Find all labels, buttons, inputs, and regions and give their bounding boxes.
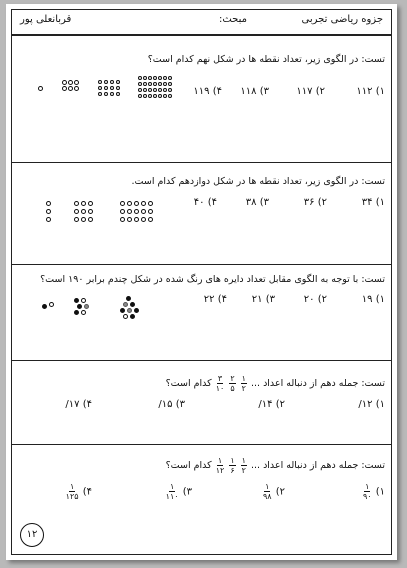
topic-label: مبحث: — [218, 14, 247, 25]
pattern-dot — [163, 82, 167, 86]
pattern-dot — [130, 314, 135, 319]
q5-fraction-3: ۱ ۱۲ — [215, 456, 225, 475]
author-name: قربانعلی پور — [20, 14, 72, 25]
page-number: ۱۲ — [20, 523, 44, 547]
pattern-dot — [74, 310, 79, 315]
q5-option-1: ۱) ۱ ۹۰ — [362, 482, 385, 501]
pattern-dot — [84, 304, 89, 309]
q5-fraction-2: ۱ ۶ — [230, 456, 235, 475]
pattern-dot — [148, 94, 152, 98]
pattern-dot — [163, 76, 167, 80]
q1-option-2: ۲) ۱۱۷ — [296, 86, 325, 97]
pattern-dot — [81, 310, 86, 315]
pattern-dot — [77, 304, 82, 309]
pattern-dot — [81, 298, 86, 303]
pattern-dot — [74, 80, 79, 85]
divider-1 — [11, 162, 392, 163]
pattern-dot — [74, 86, 79, 91]
pattern-dot — [141, 201, 146, 206]
pattern-dot — [88, 201, 93, 206]
pattern-dot — [138, 94, 142, 98]
q3-option-2: ۲) ۲۰ — [303, 294, 327, 305]
pattern-dot — [148, 82, 152, 86]
pattern-dot — [158, 76, 162, 80]
pattern-dot — [158, 88, 162, 92]
pattern-dot — [123, 314, 128, 319]
pattern-dot — [148, 209, 153, 214]
question-5-tail: کدام است؟ — [165, 460, 212, 471]
q4-option-1: ۱) ۱۲/ — [358, 399, 385, 410]
divider-3 — [11, 360, 392, 361]
pattern-dot — [81, 201, 86, 206]
worksheet-title: جزوه ریاضی تجربی — [301, 14, 383, 25]
q5-option-4: ۴) ۱ ۱۲۵ — [65, 482, 92, 501]
pattern-dot — [46, 217, 51, 222]
pattern-dot — [138, 76, 142, 80]
pattern-dot — [138, 88, 142, 92]
pattern-dot — [98, 86, 102, 90]
pattern-dot — [134, 201, 139, 206]
question-4-prefix: تست: جمله دهم از دنباله اعداد ... — [250, 378, 385, 389]
q4-option-4: ۴) ۱۷/ — [65, 399, 92, 410]
q2-option-2: ۲) ۳۶ — [303, 197, 327, 208]
pattern-dot — [148, 217, 153, 222]
q5-option-2: ۲) ۱ ۹۸ — [262, 482, 285, 501]
pattern-dot — [74, 217, 79, 222]
question-4-tail: کدام است؟ — [165, 378, 212, 389]
q4-fraction-1: ۱ ۲ — [241, 374, 246, 393]
q5-fraction-1: ۱ ۲ — [241, 456, 246, 475]
pattern-dot — [98, 92, 102, 96]
q1-option-3: ۳) ۱۱۸ — [240, 86, 269, 97]
q2-option-4: ۴) ۴۰ — [193, 197, 217, 208]
pattern-dot — [153, 88, 157, 92]
pattern-dot — [120, 217, 125, 222]
pattern-dot — [62, 80, 67, 85]
question-5-prefix: تست: جمله دهم از دنباله اعداد ... — [250, 460, 385, 471]
pattern-dot — [158, 94, 162, 98]
pattern-dot — [68, 80, 73, 85]
pattern-dot — [168, 76, 172, 80]
pattern-dot — [74, 209, 79, 214]
divider-4 — [11, 444, 392, 445]
pattern-dot — [143, 76, 147, 80]
pattern-dot — [168, 82, 172, 86]
q2-option-1: ۱) ۳۴ — [361, 197, 385, 208]
pattern-dot — [168, 94, 172, 98]
pattern-dot — [104, 86, 108, 90]
pattern-dot — [134, 209, 139, 214]
q5-option-3: ۳) ۱ ۱۱۰ — [165, 482, 192, 501]
pattern-dot — [88, 209, 93, 214]
pattern-dot — [143, 94, 147, 98]
pattern-dot — [110, 80, 114, 84]
pattern-dot — [130, 302, 135, 307]
question-3-pattern — [40, 296, 160, 326]
pattern-dot — [143, 82, 147, 86]
question-5-text — [166, 456, 385, 475]
pattern-dot — [46, 209, 51, 214]
q4-fraction-3: ۳ ۱۰ — [215, 374, 225, 393]
pattern-dot — [62, 86, 67, 91]
pattern-dot — [153, 94, 157, 98]
q4-fraction-2: ۲ ۵ — [230, 374, 235, 393]
pattern-dot — [81, 209, 86, 214]
pattern-dot — [49, 302, 54, 307]
pattern-dot — [134, 217, 139, 222]
pattern-dot — [74, 298, 79, 303]
pattern-dot — [110, 86, 114, 90]
q1-option-1: ۱) ۱۱۲ — [356, 86, 385, 97]
pattern-dot — [46, 201, 51, 206]
pattern-dot — [110, 92, 114, 96]
pattern-dot — [148, 76, 152, 80]
pattern-dot — [104, 92, 108, 96]
pattern-dot — [104, 80, 108, 84]
pattern-dot — [153, 82, 157, 86]
pattern-dot — [38, 86, 43, 91]
pattern-dot — [127, 308, 132, 313]
pattern-dot — [126, 296, 131, 301]
pattern-dot — [127, 209, 132, 214]
question-1-text: تست: در الگوی زیر، تعداد نقطه ها در شکل نهم کدام است؟ — [147, 54, 385, 65]
pattern-dot — [141, 209, 146, 214]
pattern-dot — [120, 209, 125, 214]
pattern-dot — [116, 86, 120, 90]
pattern-dot — [120, 201, 125, 206]
q3-option-3: ۳) ۲۱ — [251, 294, 275, 305]
header-divider — [11, 34, 392, 36]
worksheet-page — [6, 4, 397, 560]
pattern-dot — [153, 76, 157, 80]
q4-option-3: ۳) ۱۵/ — [158, 399, 185, 410]
pattern-dot — [138, 82, 142, 86]
pattern-dot — [148, 201, 153, 206]
pattern-dot — [123, 302, 128, 307]
pattern-dot — [163, 94, 167, 98]
q1-option-4: ۴) ۱۱۹ — [193, 86, 222, 97]
question-1-pattern — [36, 74, 176, 114]
pattern-dot — [127, 217, 132, 222]
pattern-dot — [116, 92, 120, 96]
pattern-dot — [88, 217, 93, 222]
pattern-dot — [158, 82, 162, 86]
pattern-dot — [141, 217, 146, 222]
pattern-dot — [168, 88, 172, 92]
pattern-dot — [68, 86, 73, 91]
pattern-dot — [143, 88, 147, 92]
pattern-dot — [98, 80, 102, 84]
q3-option-1: ۱) ۱۹ — [361, 294, 385, 305]
pattern-dot — [163, 88, 167, 92]
question-2-text: تست: در الگوی زیر، تعداد نقطه ها در شکل دوازدهم کدام است. — [131, 176, 385, 187]
question-3-text: تست: با توجه به الگوی مقابل تعداد دایره های رنگ شده در شکل چندم برابر ۱۹۰ است؟ — [40, 274, 385, 285]
q2-option-3: ۳) ۳۸ — [245, 197, 269, 208]
pattern-dot — [148, 88, 152, 92]
q4-option-2: ۲) ۱۴/ — [258, 399, 285, 410]
question-2-pattern — [44, 199, 164, 229]
pattern-dot — [42, 304, 47, 309]
pattern-dot — [81, 217, 86, 222]
q3-option-4: ۴) ۲۲ — [203, 294, 227, 305]
pattern-dot — [120, 308, 125, 313]
pattern-dot — [134, 308, 139, 313]
divider-2 — [11, 264, 392, 265]
pattern-dot — [116, 80, 120, 84]
pattern-dot — [127, 201, 132, 206]
pattern-dot — [74, 201, 79, 206]
question-4-text — [166, 374, 385, 393]
